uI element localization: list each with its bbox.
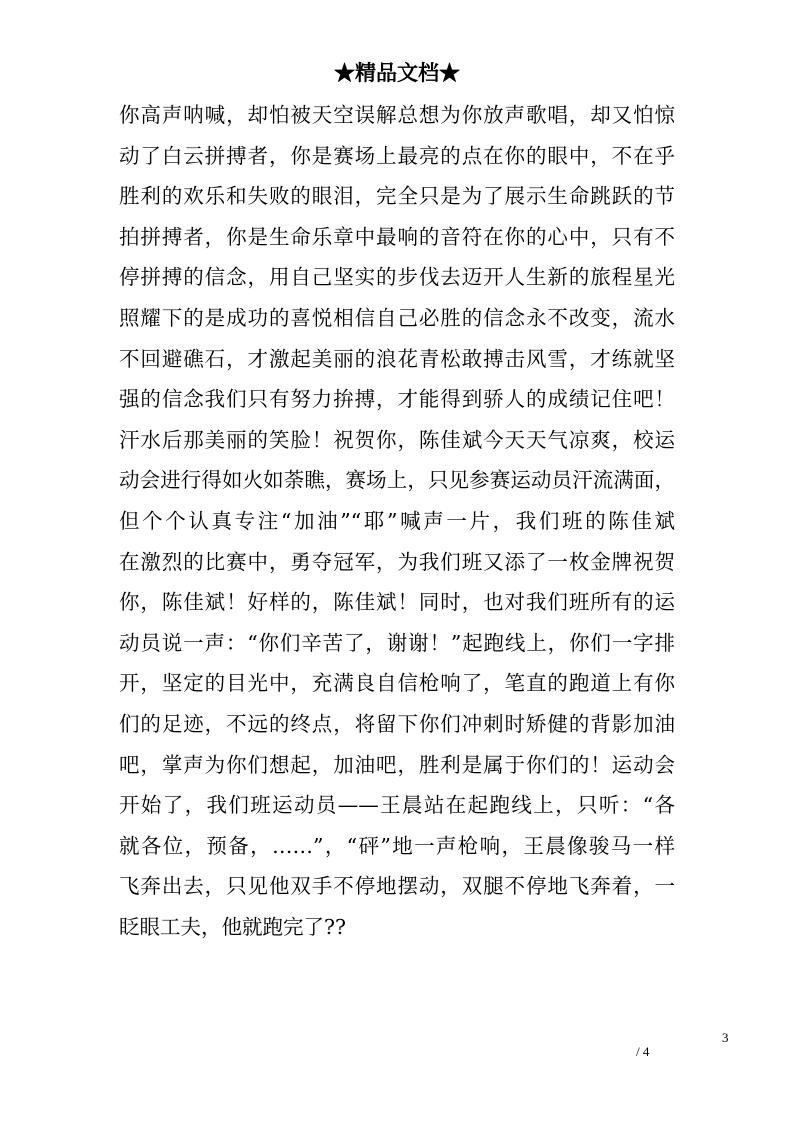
- text-line: 停拼搏的信念，用自己坚实的步伐去迈开人生新的旅程星光: [119, 265, 675, 290]
- text-line: 动会进行得如火如荼瞧，赛场上，只见参赛运动员汗流满面，: [119, 468, 675, 493]
- text-line: 开始了，我们班运动员——王晨站在起跑线上，只听：“各: [119, 793, 675, 818]
- text-line: 不回避礁石，才激起美丽的浪花青松敢搏击风雪，才练就坚: [119, 346, 675, 371]
- text-line: 你，陈佳斌！好样的，陈佳斌！同时，也对我们班所有的运: [119, 590, 675, 615]
- text-line: 吧，掌声为你们想起，加油吧，胜利是属于你们的！运动会: [119, 752, 675, 777]
- text-line: 飞奔出去，只见他双手不停地摆动，双腿不停地飞奔着，一: [119, 874, 675, 899]
- text-line: 但个个认真专注“加油”“耶”喊声一片，我们班的陈佳斌: [119, 508, 675, 533]
- text-line: 动了白云拼搏者，你是赛场上最亮的点在你的眼中，不在乎: [119, 143, 675, 168]
- page-header-title: ★精品文档★: [334, 60, 460, 85]
- text-line: 拍拼搏者，你是生命乐章中最响的音符在你的心中，只有不: [119, 224, 675, 249]
- page-total: / 4: [636, 1044, 650, 1059]
- text-line: 汗水后那美丽的笑脸！祝贺你，陈佳斌今天天气凉爽，校运: [119, 427, 675, 452]
- text-line: 你高声呐喊，却怕被天空误解总想为你放声歌唱，却又怕惊: [119, 103, 675, 127]
- text-line: 就各位，预备，……”，“砰”地一声枪响，王晨像骏马一样: [119, 833, 675, 858]
- text-line: 们的足迹，不远的终点，将留下你们冲刺时矫健的背影加油: [119, 711, 675, 736]
- text-line: 动员说一声：“你们辛苦了，谢谢！”起跑线上，你们一字排: [119, 630, 675, 655]
- text-line: 照耀下的是成功的喜悦相信自己必胜的信念永不改变，流水: [119, 305, 675, 330]
- text-line: 开，坚定的目光中，充满良自信枪响了，笔直的跑道上有你: [119, 671, 675, 696]
- document-body: [119, 95, 675, 947]
- text-line: 眨眼工夫，他就跑完了??: [119, 914, 346, 939]
- page-number: 3: [722, 1030, 729, 1045]
- text-line: 胜利的欢乐和失败的眼泪，完全只是为了展示生命跳跃的节: [119, 184, 675, 209]
- text-line: 强的信念我们只有努力拚搏，才能得到骄人的成绩记住吧！: [119, 387, 675, 412]
- text-line: 在激烈的比赛中，勇夺冠军，为我们班又添了一枚金牌祝贺: [119, 549, 675, 574]
